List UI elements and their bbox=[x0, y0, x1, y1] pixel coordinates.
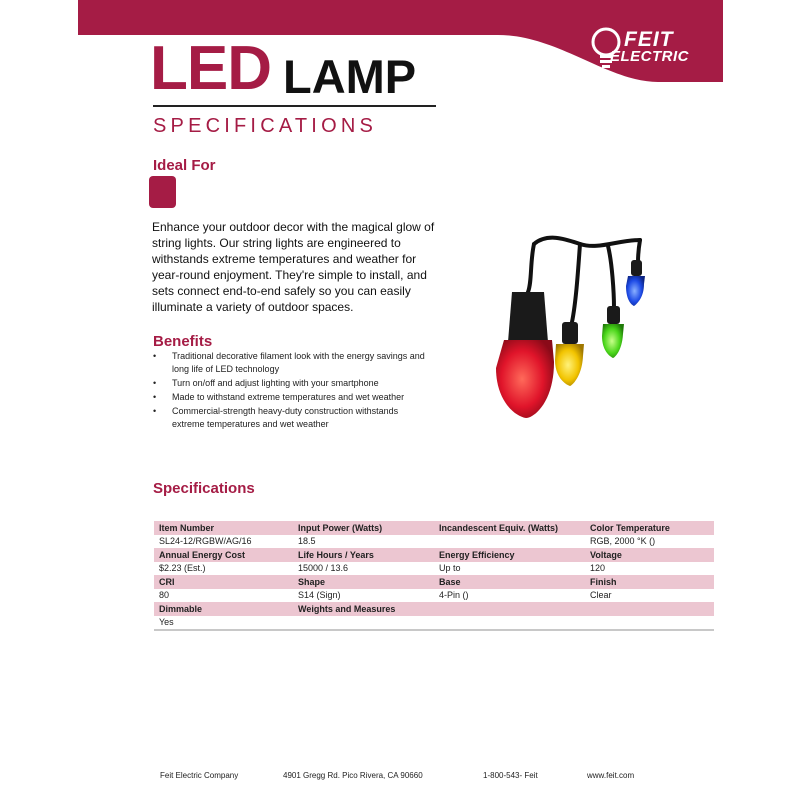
spec-value bbox=[293, 616, 434, 630]
spec-label bbox=[585, 602, 714, 616]
red-bulb bbox=[496, 292, 554, 418]
spec-label: Item Number bbox=[154, 521, 293, 535]
spec-value: 18.5 bbox=[293, 535, 434, 548]
spec-value: 120 bbox=[585, 562, 714, 575]
spec-label: CRI bbox=[154, 575, 293, 589]
spec-label bbox=[434, 602, 585, 616]
footer-phone: 1-800-543- Feit bbox=[483, 771, 538, 780]
spec-label: Weights and Measures bbox=[293, 602, 434, 616]
logo-text-electric: ELECTRIC bbox=[610, 48, 689, 65]
title-divider bbox=[153, 105, 436, 107]
footer-address: 4901 Gregg Rd. Pico Rivera, CA 90660 bbox=[283, 771, 423, 780]
yellow-bulb bbox=[555, 322, 584, 386]
benefits-heading: Benefits bbox=[153, 333, 213, 350]
spec-label-row bbox=[154, 521, 714, 535]
spec-label-row bbox=[154, 575, 714, 589]
spec-value: 4-Pin () bbox=[434, 589, 585, 602]
spec-value-row bbox=[154, 589, 714, 602]
string-lights-photo bbox=[468, 222, 658, 432]
spec-value-row bbox=[154, 616, 714, 630]
spec-label: Life Hours / Years bbox=[293, 548, 434, 562]
blue-bulb bbox=[626, 260, 645, 306]
spec-value: Up to bbox=[434, 562, 585, 575]
specifications-table bbox=[154, 521, 714, 631]
green-bulb bbox=[602, 306, 624, 358]
spec-label: Voltage bbox=[585, 548, 714, 562]
spec-label: Color Temperature bbox=[585, 521, 714, 535]
feit-electric-logo bbox=[588, 26, 706, 70]
spec-value: RGB, 2000 °K () bbox=[585, 535, 714, 548]
product-description: Enhance your outdoor decor with the magical glow of string lights. Our string lights are engineered to withstands extreme temperatures and weather for year-round enjoyment. They're simple to install, and sets connect end-to-end safely so you can easily illuminate a variety of outdoor spaces. bbox=[152, 220, 435, 314]
spec-value-row bbox=[154, 562, 714, 575]
spec-value-row bbox=[154, 535, 714, 548]
benefit-item: • Commercial-strength heavy-duty construction withstands extreme temperatures and wet weather bbox=[153, 405, 433, 432]
benefit-item: • Made to withstand extreme temperatures and wet weather bbox=[153, 391, 433, 404]
spec-label-row bbox=[154, 548, 714, 562]
specifications-heading: Specifications bbox=[153, 480, 255, 497]
spec-value: SL24-12/RGBW/AG/16 bbox=[154, 535, 293, 548]
benefit-item: • Traditional decorative filament look with the energy savings and long life of LED technology bbox=[153, 350, 433, 377]
spec-label: Incandescent Equiv. (Watts) bbox=[434, 521, 585, 535]
spec-label: Input Power (Watts) bbox=[293, 521, 434, 535]
ideal-for-heading: Ideal For bbox=[153, 157, 216, 174]
spec-value: 80 bbox=[154, 589, 293, 602]
spec-label: Base bbox=[434, 575, 585, 589]
ideal-for-swatch bbox=[149, 176, 176, 208]
spec-value: 15000 / 13.6 bbox=[293, 562, 434, 575]
footer-website: www.feit.com bbox=[587, 771, 635, 780]
spec-label: Finish bbox=[585, 575, 714, 589]
spec-label: Energy Efficiency bbox=[434, 548, 585, 562]
spec-value: Clear bbox=[585, 589, 714, 602]
spec-value bbox=[434, 535, 585, 548]
benefit-item: • Turn on/off and adjust lighting with your smartphone bbox=[153, 377, 433, 390]
spec-value bbox=[434, 616, 585, 630]
spec-label: Shape bbox=[293, 575, 434, 589]
benefits-list bbox=[153, 350, 433, 432]
footer-company: Feit Electric Company bbox=[160, 771, 239, 780]
title-specifications: SPECIFICATIONS bbox=[153, 115, 378, 137]
spec-value bbox=[585, 616, 714, 630]
title-led: LED bbox=[150, 34, 271, 103]
spec-label-row bbox=[154, 602, 714, 616]
logo-text-feit: FEIT bbox=[624, 28, 674, 51]
spec-value: $2.23 (Est.) bbox=[154, 562, 293, 575]
spec-label: Dimmable bbox=[154, 602, 293, 616]
spec-value: Yes bbox=[154, 616, 293, 630]
spec-value: S14 (Sign) bbox=[293, 589, 434, 602]
spec-label: Annual Energy Cost bbox=[154, 548, 293, 562]
title-lamp: LAMP bbox=[283, 50, 417, 103]
